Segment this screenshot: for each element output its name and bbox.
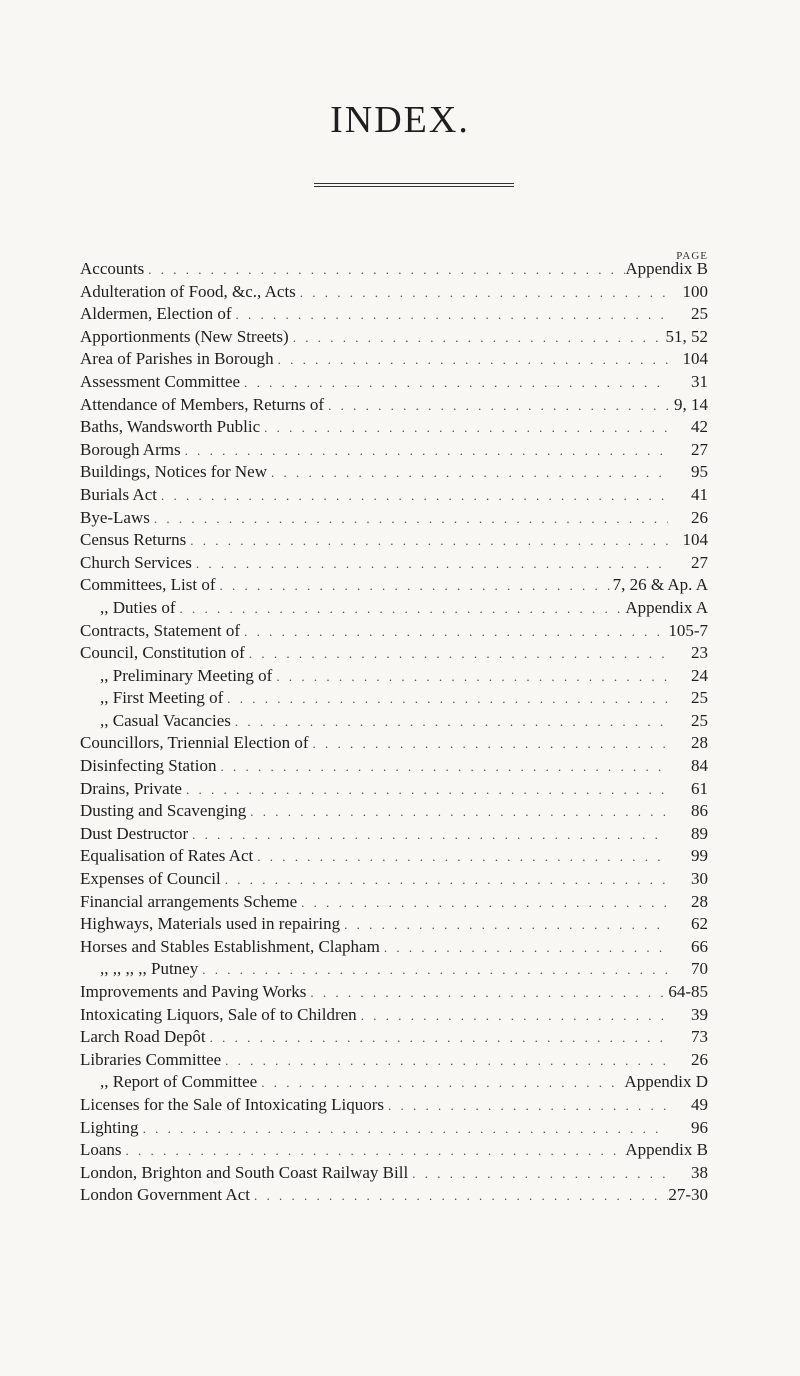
- entry-label: ,, ,, ,, ,, Putney: [100, 959, 199, 979]
- entry-label: Equalisation of Rates Act: [80, 846, 254, 866]
- index-entry: [80, 529, 708, 552]
- dot-leader: [253, 846, 668, 868]
- dot-leader: [340, 914, 668, 936]
- index-entry: [80, 461, 708, 484]
- dot-leader: [257, 1072, 624, 1094]
- entry-label: Financial arrangements Scheme: [80, 891, 298, 911]
- dot-leader: [206, 1027, 668, 1049]
- index-entry: [80, 958, 708, 981]
- dot-leader: [309, 733, 668, 755]
- entry-page: Appendix A: [625, 597, 708, 617]
- index-entry: [80, 823, 708, 846]
- dot-leader: [240, 621, 668, 643]
- dot-leader: [198, 959, 668, 981]
- dot-leader: [221, 1050, 668, 1072]
- title-rule: [314, 183, 514, 187]
- dot-leader: [245, 643, 668, 665]
- index-entry: [80, 891, 708, 914]
- entry-page: 31: [691, 371, 708, 391]
- index-entry: [80, 665, 708, 688]
- entry-label: London, Brighton and South Coast Railway Bill: [80, 1162, 409, 1182]
- entry-page: 38: [691, 1162, 708, 1182]
- entry-page: 61: [691, 778, 708, 798]
- entry-page: 86: [691, 801, 708, 821]
- index-entry: [80, 1071, 708, 1094]
- entry-label: Councillors, Triennial Election of: [80, 733, 309, 753]
- entry-page: 51, 52: [665, 326, 708, 346]
- page-column-header: PAGE: [676, 250, 708, 262]
- entry-page: 26: [691, 1049, 708, 1069]
- entry-page: Appendix B: [625, 259, 708, 278]
- index-entry: [80, 1094, 708, 1117]
- index-entry: [80, 303, 708, 326]
- index-entry: [80, 281, 708, 304]
- entry-page: 24: [691, 665, 708, 685]
- index-entry: [80, 710, 708, 733]
- dot-leader: [122, 1140, 626, 1162]
- entry-page: 49: [691, 1094, 708, 1114]
- entry-label: Horses and Stables Establishment, Clapham: [80, 936, 380, 956]
- entry-label: Apportionments (New Streets): [80, 326, 289, 346]
- page-title: INDEX.: [330, 99, 470, 141]
- dot-leader: [260, 417, 668, 439]
- index-entry: [80, 936, 708, 959]
- entry-label: Intoxicating Liquors, Sale of to Children: [80, 1004, 357, 1024]
- index-entry: [80, 642, 708, 665]
- entry-label: Baths, Wandsworth Public: [80, 417, 261, 437]
- index-entry: [80, 732, 708, 755]
- index-entry: [80, 755, 708, 778]
- entry-page: 100: [682, 281, 708, 301]
- dot-leader: [297, 892, 668, 914]
- entry-page: 27-30: [668, 1185, 708, 1205]
- dot-leader: [192, 553, 668, 575]
- dot-leader: [182, 779, 668, 801]
- dot-leader: [250, 1185, 668, 1207]
- entry-label: Bye-Laws: [80, 507, 150, 527]
- entry-label: ,, Preliminary Meeting of: [100, 665, 273, 685]
- entry-label: Burials Act: [80, 484, 157, 504]
- entry-label: ,, First Meeting of: [100, 688, 224, 708]
- entry-label: Buildings, Notices for New: [80, 462, 267, 482]
- index-list: [80, 258, 708, 1207]
- entry-page: 70: [691, 959, 708, 979]
- index-entry: [80, 913, 708, 936]
- entry-page: 25: [691, 304, 708, 324]
- index-entry: [80, 845, 708, 868]
- dot-leader: [150, 508, 668, 530]
- index-entry: [80, 552, 708, 575]
- dot-leader: [188, 824, 668, 846]
- entry-page: 42: [691, 417, 708, 437]
- index-entry: [80, 1139, 708, 1162]
- entry-page: 41: [691, 484, 708, 504]
- entry-label: London Government Act: [80, 1185, 250, 1205]
- entry-page: 7, 26 & Ap. A: [612, 575, 708, 595]
- index-entry: [80, 868, 708, 891]
- dot-leader: [181, 440, 668, 462]
- entry-page: 27: [691, 439, 708, 459]
- entry-label: ,, Report of Committee: [100, 1072, 258, 1092]
- entry-page: 28: [691, 891, 708, 911]
- dot-leader: [267, 462, 668, 484]
- entry-page: 105-7: [668, 620, 708, 640]
- dot-leader: [289, 327, 666, 349]
- dot-leader: [221, 869, 668, 891]
- entry-page: 25: [691, 688, 708, 708]
- dot-leader: [296, 282, 668, 304]
- entry-page: 28: [691, 733, 708, 753]
- dot-leader: [176, 598, 626, 620]
- dot-leader: [274, 349, 668, 371]
- dot-leader: [324, 395, 668, 417]
- entry-label: Contracts, Statement of: [80, 620, 241, 640]
- entry-label: Expenses of Council: [80, 869, 221, 889]
- dot-leader: [223, 688, 668, 710]
- dot-leader: [272, 666, 668, 688]
- entry-label: Disinfecting Station: [80, 756, 217, 776]
- entry-label: Improvements and Paving Works: [80, 982, 307, 1001]
- entry-page: 66: [691, 936, 708, 956]
- index-entry: [80, 484, 708, 507]
- entry-page: 23: [691, 643, 708, 663]
- entry-page: 9, 14: [674, 394, 708, 414]
- entry-label: Church Services: [80, 552, 192, 572]
- dot-leader: [306, 982, 668, 1004]
- entry-label: ,, Duties of: [100, 597, 176, 617]
- entry-label: Attendance of Members, Returns of: [80, 394, 325, 414]
- entry-label: Assessment Committee: [80, 371, 241, 391]
- index-entry: [80, 394, 708, 417]
- dot-leader: [240, 372, 668, 394]
- index-entry: [80, 326, 708, 349]
- dot-leader: [157, 485, 668, 507]
- index-entry: [80, 1117, 708, 1140]
- entry-page: 84: [691, 756, 708, 776]
- entry-page: 104: [682, 530, 708, 550]
- entry-label: Larch Road Depôt: [80, 1027, 206, 1047]
- entry-page: 96: [691, 1117, 708, 1137]
- entry-page: 30: [691, 869, 708, 889]
- index-entry: [80, 1004, 708, 1027]
- entry-page: 89: [691, 823, 708, 843]
- entry-page: 64-85: [668, 982, 708, 1001]
- entry-page: 95: [691, 462, 708, 482]
- index-entry: [80, 574, 708, 597]
- dot-leader: [216, 756, 668, 778]
- dot-leader: [232, 304, 668, 326]
- dot-leader: [144, 259, 625, 281]
- index-entry: [80, 778, 708, 801]
- entry-label: Drains, Private: [80, 778, 182, 798]
- entry-page: Appendix B: [625, 1140, 708, 1160]
- entry-label: Area of Parishes in Borough: [80, 349, 274, 369]
- index-entry: [80, 800, 708, 823]
- entry-label: Census Returns: [80, 530, 187, 550]
- entry-page: 27: [691, 552, 708, 572]
- index-entry: [80, 371, 708, 394]
- dot-leader: [384, 1095, 668, 1117]
- dot-leader: [357, 1005, 668, 1027]
- index-entry: [80, 1026, 708, 1049]
- entry-label: Dusting and Scavenging: [80, 801, 247, 821]
- entry-page: 62: [691, 914, 708, 934]
- entry-page: 25: [691, 710, 708, 730]
- index-entry: [80, 258, 708, 281]
- entry-label: Highways, Materials used in repairing: [80, 914, 341, 934]
- index-entry: [80, 507, 708, 530]
- dot-leader: [186, 530, 668, 552]
- index-entry: [80, 687, 708, 710]
- entry-label: Lighting: [80, 1117, 139, 1137]
- index-entry: [80, 348, 708, 371]
- entry-label: Licenses for the Sale of Intoxicating Liquors: [80, 1094, 385, 1114]
- entry-label: Borough Arms: [80, 439, 181, 459]
- index-entry: [80, 981, 708, 1004]
- index-entry: [80, 416, 708, 439]
- index-entry: [80, 1049, 708, 1072]
- entry-label: Committees, List of: [80, 575, 216, 595]
- entry-label: Aldermen, Election of: [80, 304, 232, 324]
- dot-leader: [216, 575, 613, 597]
- index-entry: [80, 620, 708, 643]
- entry-label: Loans: [80, 1140, 122, 1160]
- entry-page: 99: [691, 846, 708, 866]
- dot-leader: [380, 937, 668, 959]
- dot-leader: [246, 801, 668, 823]
- entry-label: Dust Destructor: [80, 823, 189, 843]
- entry-label: Adulteration of Food, &c., Acts: [80, 281, 296, 301]
- dot-leader: [408, 1163, 668, 1185]
- entry-page: Appendix D: [624, 1072, 708, 1092]
- entry-label: Council, Constitution of: [80, 643, 245, 663]
- index-entry: [80, 439, 708, 462]
- entry-label: Libraries Committee: [80, 1049, 222, 1069]
- entry-page: 73: [691, 1027, 708, 1047]
- entry-page: 26: [691, 507, 708, 527]
- dot-leader: [139, 1118, 668, 1140]
- index-entry: [80, 597, 708, 620]
- dot-leader: [231, 711, 668, 733]
- entry-label: ,, Casual Vacancies: [100, 710, 231, 730]
- entry-label: Accounts: [80, 259, 145, 278]
- index-entry: [80, 1162, 708, 1185]
- entry-page: 104: [682, 349, 708, 369]
- index-entry: [80, 1184, 708, 1207]
- entry-page: 39: [691, 1004, 708, 1024]
